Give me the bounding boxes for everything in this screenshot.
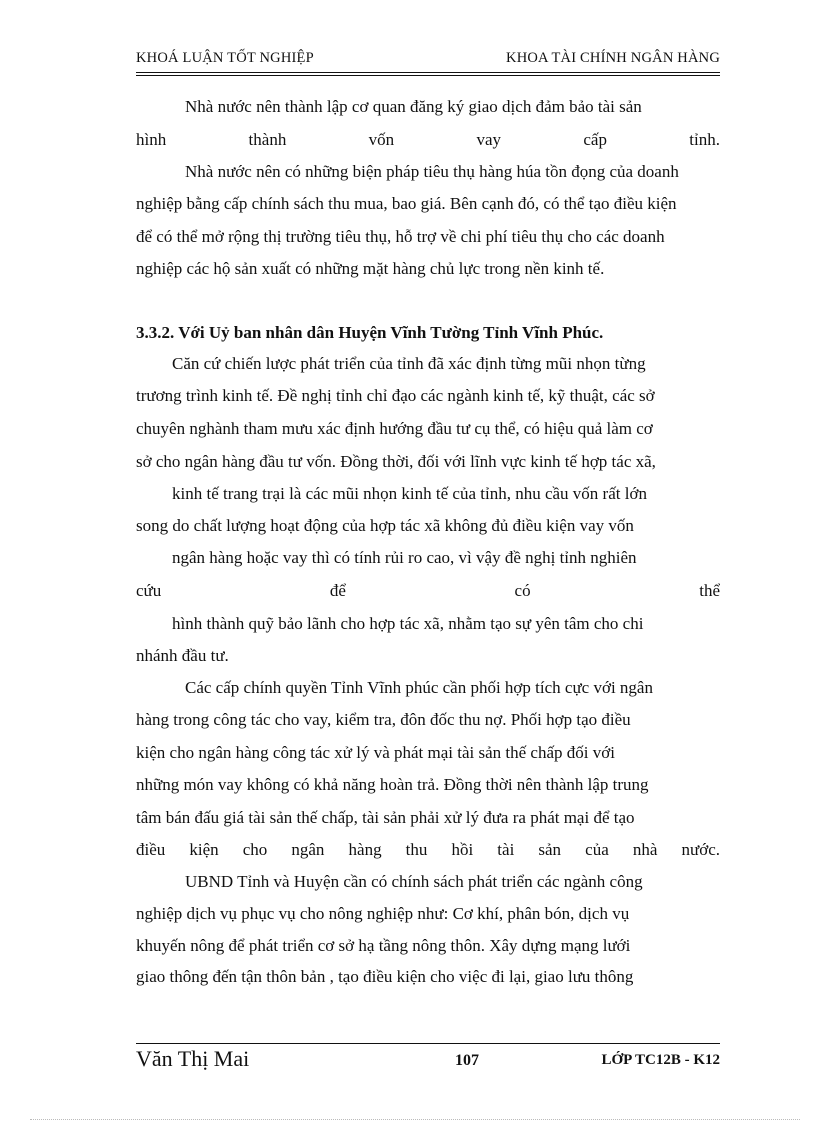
header-left: KHOÁ LUẬN TỐT NGHIỆP [136,50,314,66]
body-line: UBND Tỉnh và Huyện cần có chính sách phát triển các ngành công [185,872,643,891]
footer-author: Văn Thị Mai [136,1046,250,1071]
body-line: nghiệp các hộ sản xuất có những mặt hàng chủ lực trong nền kinh tế. [136,259,605,278]
body-line: song do chất lượng hoạt động của hợp tác xã không đủ điều kiện vay vốn [136,516,634,535]
header-rule [136,72,720,76]
body-line: kinh tế trang trại là các mũi nhọn kinh tế của tỉnh, nhu cầu vốn rất lớn [172,484,647,503]
body-line: nhánh đầu tư. [136,646,229,665]
body-line: Căn cứ chiến lược phát triển của tỉnh đã xác định từng mũi nhọn từng [172,354,646,373]
body-line: nghiệp dịch vụ phục vụ cho nông nghiệp như: Cơ khí, phân bón, dịch vụ [136,904,630,923]
body-line: điều kiện cho ngân hàng thu hồi tài sản của nhà nước. [136,840,720,859]
footer-page-number: 107 [455,1052,479,1069]
body-line: Nhà nước nên có những biện pháp tiêu thụ hàng húa tồn đọng của doanh [185,162,679,181]
body-line: Các cấp chính quyền Tỉnh Vĩnh phúc cần phối hợp tích cực với ngân [185,678,653,697]
footer-rule [136,1043,720,1044]
body-line: khuyến nông để phát triển cơ sở hạ tầng nông thôn. Xây dựng mạng lưới [136,936,631,955]
body-line: cứu để có thể [136,581,720,600]
body-line: giao thông đến tận thôn bản , tạo điều kiện cho việc đi lại, giao lưu thông [136,967,634,986]
body-line: ngân hàng hoặc vay thì có tính rủi ro cao, vì vậy đề nghị tỉnh nghiên [172,548,637,567]
footer-class-label: LỚP TC12B - K12 [601,1052,720,1068]
body-line: hàng trong công tác cho vay, kiểm tra, đôn đốc thu nợ. Phối hợp tạo điều [136,710,631,729]
body-line: trương trình kinh tế. Đề nghị tỉnh chỉ đạo các ngành kinh tế, kỹ thuật, các sở [136,386,655,405]
page-bottom-dotted-border [30,1119,800,1120]
page-header [136,50,720,70]
body-line: Nhà nước nên thành lập cơ quan đăng ký giao dịch đảm bảo tài sản [185,97,642,116]
body-line: chuyên nghành tham mưu xác định hướng đầu tư cụ thể, có hiệu quả làm cơ [136,419,653,438]
body-line: để có thể mở rộng thị trường tiêu thụ, hỗ trợ về chi phí tiêu thụ cho các doanh [136,227,665,246]
body-line: hình thành vốn vay cấp tỉnh. [136,130,720,149]
body-line: tâm bán đấu giá tài sản thế chấp, tài sản phải xử lý đưa ra phát mại để tạo [136,808,635,827]
page-footer [136,1046,720,1076]
body-line: nghiệp bằng cấp chính sách thu mua, bao giá. Bên cạnh đó, có thể tạo điều kiện [136,194,677,213]
section-heading: 3.3.2. Với Uỷ ban nhân dân Huyện Vĩnh Tường Tỉnh Vĩnh Phúc. [136,323,604,342]
header-right: KHOA TÀI CHÍNH NGÂN HÀNG [506,50,720,66]
body-line: sở cho ngân hàng đầu tư vốn. Đồng thời, đối với lĩnh vực kinh tế hợp tác xã, [136,452,656,471]
body-line: kiện cho ngân hàng công tác xử lý và phát mại tài sản thế chấp đối với [136,743,615,762]
body-line: hình thành quỹ bảo lãnh cho hợp tác xã, nhằm tạo sự yên tâm cho chi [172,614,644,633]
body-line: những món vay không có khả năng hoàn trả. Đồng thời nên thành lập trung [136,775,649,794]
